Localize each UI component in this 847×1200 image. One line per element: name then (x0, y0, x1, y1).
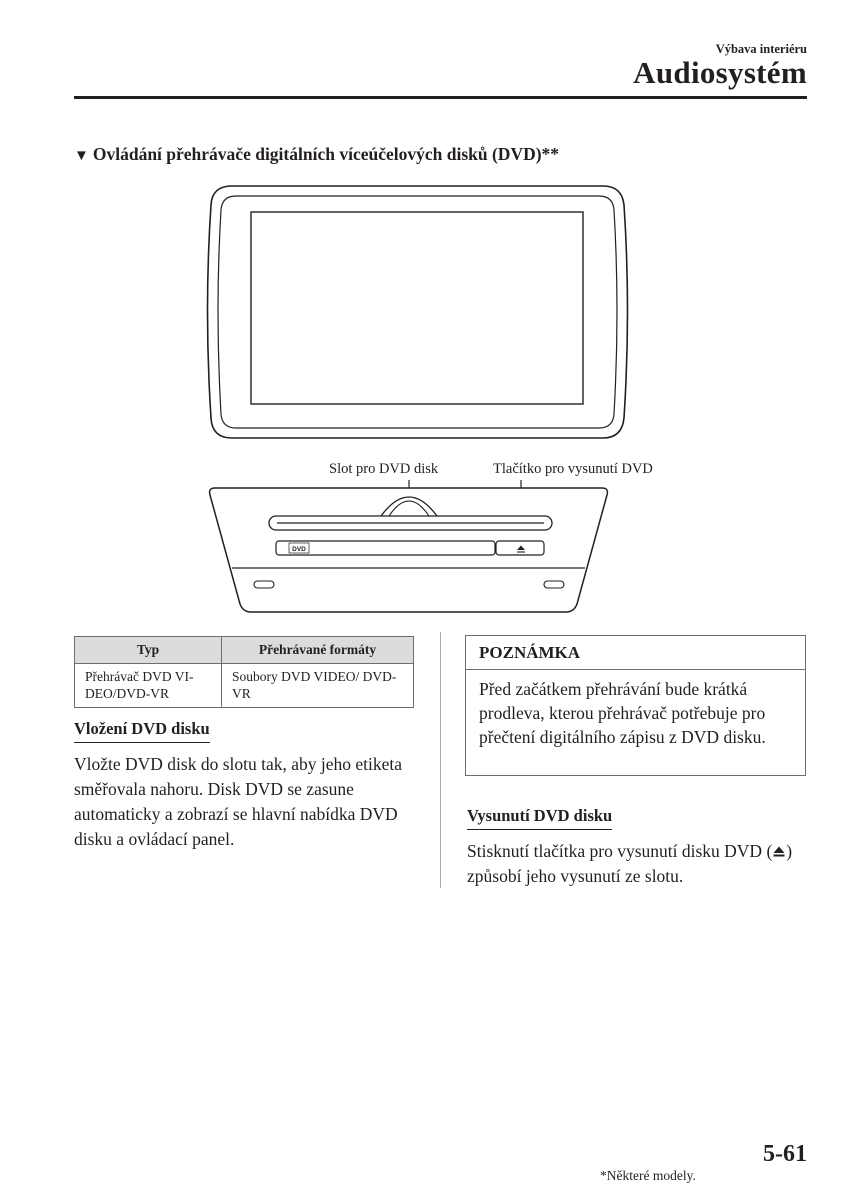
section-label: Výbava interiéru (715, 42, 807, 56)
eject-body-after: ) způsobí jeho vysunutí ze slotu. (467, 841, 793, 886)
insert-heading: Vložení DVD disku (74, 719, 210, 743)
page-title: Audiosystém (633, 55, 807, 90)
right-vent (544, 581, 564, 588)
display-screen (251, 212, 583, 404)
eject-icon (772, 844, 786, 858)
column-divider (440, 632, 441, 888)
eject-open-paren: ( (766, 841, 773, 861)
note-body: Před začátkem přehrávání bude krátká prodleva, kterou přehrávač potřebuje pro přečtení digitálního zápisu z DVD disku. (479, 679, 766, 747)
display-unit (208, 186, 628, 438)
callout-slot-label: Slot pro DVD disk (329, 461, 439, 477)
eject-heading: Vysunutí DVD disku (467, 806, 612, 830)
callout-eject-label: Tlačítko pro vysunutí DVD (493, 461, 653, 477)
table-cell-type: Přehrávač DVD VI-DEO/DVD-VR (75, 663, 222, 707)
dvd-unit (210, 488, 608, 612)
table-cell-formats: Soubory DVD VIDEO/ DVD-VR (222, 663, 414, 707)
note-heading: POZNÁMKA (466, 636, 805, 670)
note-box (465, 635, 806, 776)
eject-body (467, 839, 807, 889)
insert-body: Vložte DVD disk do slotu tak, aby jeho etiketa směřovala nahoru. Disk DVD se zasune automaticky a zobrazí se hlavní nabídka DVD disku a ovládací panel. (74, 754, 403, 849)
table-row (75, 663, 414, 707)
table-header-row (75, 637, 414, 664)
table-header-type: Typ (75, 637, 222, 664)
triangle-marker-icon: ▼ (74, 148, 89, 164)
subtitle-text: Ovládání přehrávače digitálních víceúčelových disků (DVD)** (92, 144, 560, 164)
page-number: 5-61 (763, 1141, 807, 1167)
left-vent (254, 581, 274, 588)
format-table (74, 636, 414, 708)
eject-body-before: Stisknutí tlačítka pro vysunutí disku DVD (467, 841, 763, 861)
footnote: *Některé modely. (600, 1168, 696, 1183)
table-header-formats: Přehrávané formáty (222, 637, 414, 664)
dvd-logo-text: DVD (292, 546, 306, 553)
